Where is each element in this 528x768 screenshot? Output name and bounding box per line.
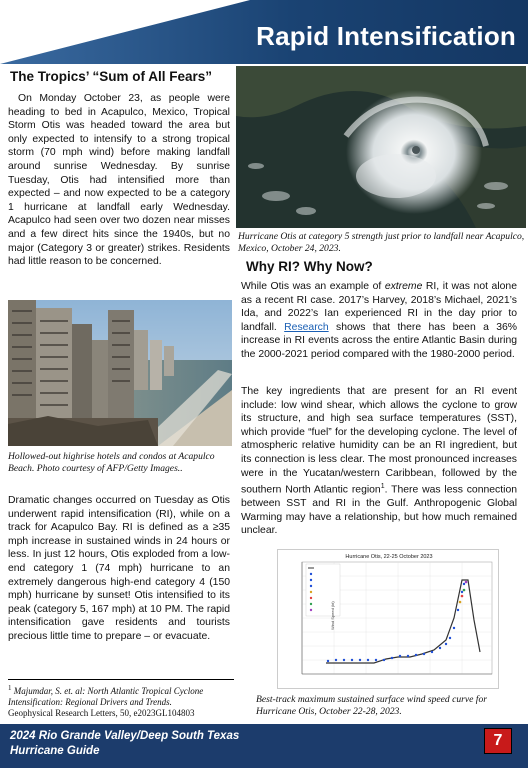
why-ri-text-a: While Otis was an example of <box>241 281 385 292</box>
why-ri-text-b: RI, it was not alone as a recent RI case. 2017’s Harvey, 2018’s Michael, 2021’s Ida, and 2022’s Ian experienced RI in the day prior to landfall. <box>241 281 517 333</box>
why-ri-text-c: shows that there has been a 36% increase in RI events across the entire Atlantic Basin during the 2000-2021 period compared with the 1980-2000 period. <box>241 321 518 360</box>
why-ri-paragraph-2 <box>241 385 517 538</box>
footnote-citation: Majumdar, S. et. al: North Atlantic Tropical Cyclone Intensification: Regional Drivers and Trends. <box>8 686 204 707</box>
chart-axis-ticks <box>330 601 335 630</box>
footnote <box>8 683 236 719</box>
page-footer <box>0 724 528 768</box>
left-column <box>8 66 230 269</box>
section-heading-sum-of-all-fears: The Tropics’ “Sum of All Fears” <box>10 69 213 84</box>
footer-guide-title-line1: 2024 Rio Grande Valley/Deep South Texas <box>10 730 240 742</box>
footnote-number: 1 <box>8 684 12 692</box>
why-ri-paragraph-1 <box>241 280 517 362</box>
chart-caption: Best-track maximum sustained surface wind speed curve for Hurricane Otis, October 22-28, 2023. <box>256 694 488 717</box>
why-ri-emphasis: extreme <box>384 281 423 292</box>
satellite-image-otis <box>236 66 526 228</box>
footnote-journal: Geophysical Research Letters, 50, e2023GL104803 <box>8 708 195 718</box>
footer-text <box>10 729 239 759</box>
otis-wind-chart <box>277 549 499 689</box>
intro-paragraph: On Monday October 23, as people were heading to bed in Acapulco, Mexico, Tropical Storm Otis was headed toward the area but only expected to intensify to a strong tropical storm (70 mph wind) before making landfall around sunrise Wednesday. By sunrise Tuesday, Otis had intensified more than expected – and now expected to be a category 1 hurricane at landfall early Wednesday. Acapulco had seen over two dozen near misses and a few direct hits since the 1940s, but no major (Category 3 or greater) strikes. Residents had little reason to be concerned. <box>8 93 230 268</box>
acapulco-beach-photo <box>8 300 232 446</box>
section-heading-why-ri: Why RI? Why Now? <box>246 259 373 274</box>
header-corner-shape <box>0 0 250 64</box>
footnote-divider <box>8 679 234 680</box>
page-number: 7 <box>484 728 512 754</box>
research-link[interactable]: Research <box>284 321 329 333</box>
ri-ingredients-text-b: . There was less connection between SST and RI in the Gulf. Anthropogenic Global Warming may have a relationship, but how much remained unclear. <box>241 484 517 537</box>
svg-text:Wind Speed (kt): Wind Speed (kt) <box>330 601 335 630</box>
footnote-ref: 1 <box>380 483 385 491</box>
chart-title: Hurricane Otis, 22-25 October 2023 <box>345 554 433 560</box>
satellite-caption: Hurricane Otis at category 5 strength just prior to landfall near Acapulco, Mexico, October 24, 2023. <box>238 231 525 254</box>
footer-guide-title-line2: Hurricane Guide <box>10 745 100 757</box>
page-header <box>0 0 528 64</box>
page-title: Rapid Intensification <box>256 21 516 51</box>
acapulco-photo-caption: Hollowed-out highrise hotels and condos at Acapulco Beach. Photo courtesy of AFP/Getty Images.. <box>8 451 215 474</box>
ri-definition-paragraph: Dramatic changes occurred on Tuesday as Otis underwent rapid intensification (RI), while on a track for Acapulco Bay. RI is defined as a ≥35 mph increase in sustained winds in 24 hours or less. In just 12 hours, Otis exploded from a low-end category 1 (74 mph) hurricane to an extremely dangerous high-end category 4 (150 mph) hurricane by sunset! Otis intensified to its peak (category 5, 167 mph) at 10 PM. The rapid intensification gave residents and tourists precious little time to prepare – or evacuate. <box>8 495 230 642</box>
ri-ingredients-text-a: The key ingredients that are present for an RI event include: low wind shear, which allows the cyclone to grow its structure, and high sea surface temperatures (SST), which provide “fuel” for the developing cyclone. The level of atmospheric relative humidity can be an RI ingredient, but its connection is less clear. The most pronounced increases were in the Yucatan/western Caribbean, followed by the southern North Atlantic region <box>241 386 517 496</box>
